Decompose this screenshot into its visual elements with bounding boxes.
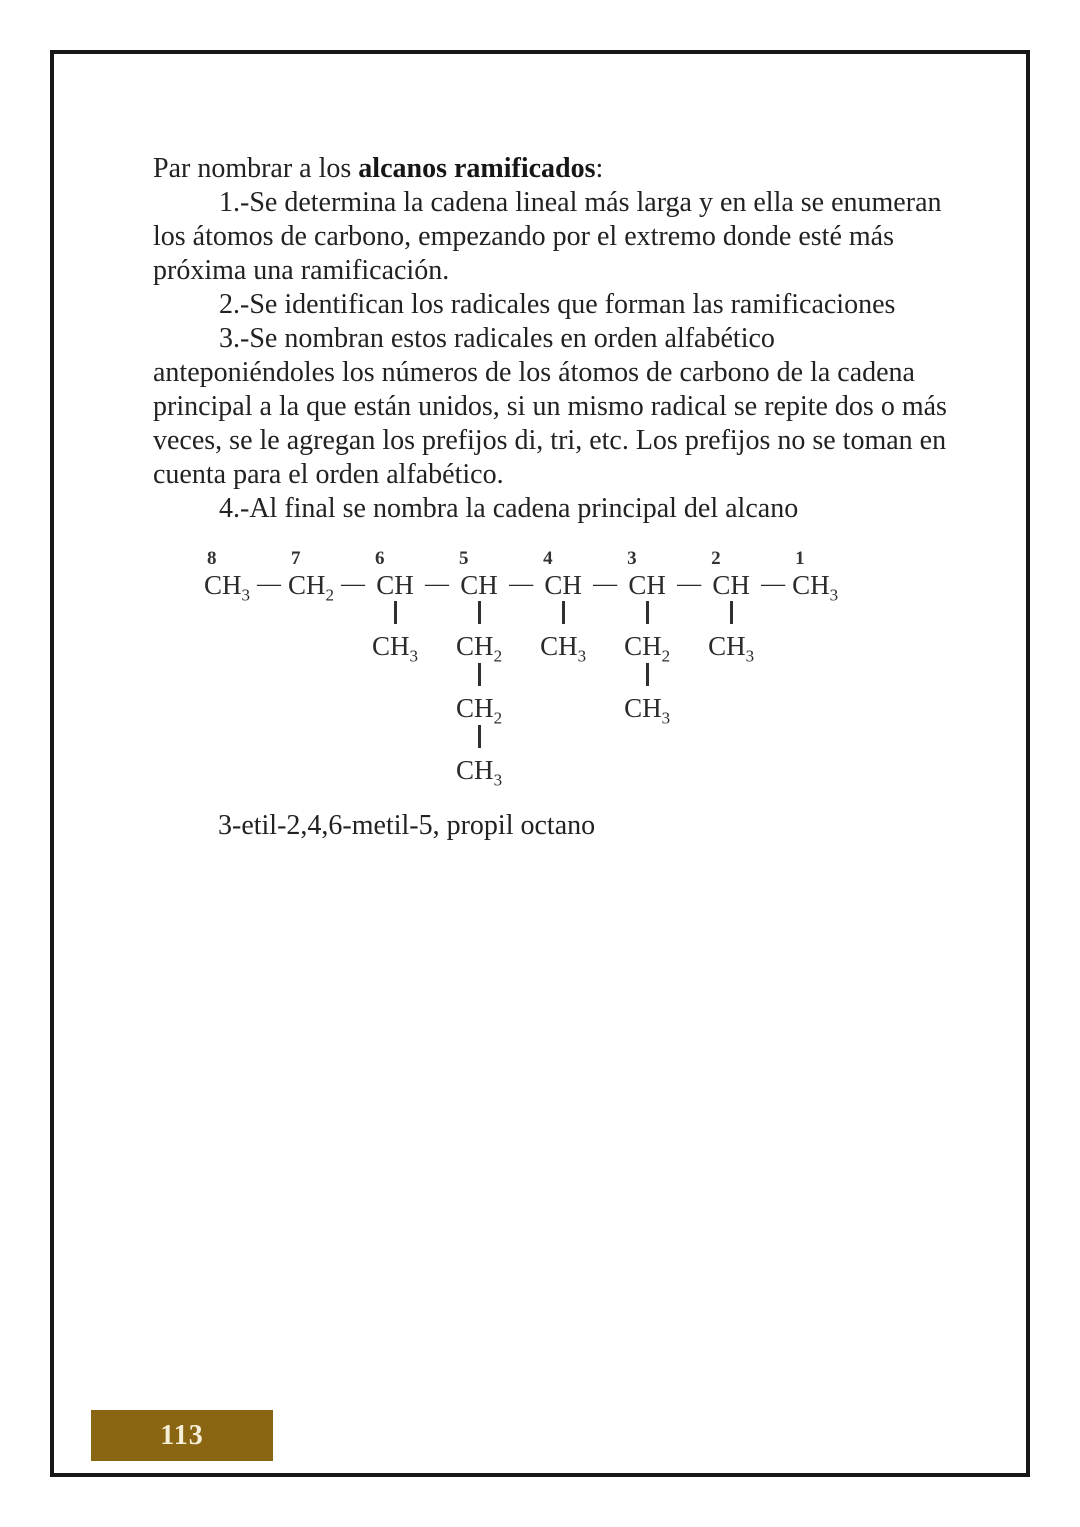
empty-cell — [286, 691, 336, 725]
rule-item-3: 3.-Se nombran estos radicales en orden alfabético anteponiéndoles los números de los átomos de carbono de la cadena principal a la que están unidos, si un mismo radical se repite dos o más veces, se le agregan los prefijos di, tri, etc. Los prefijos no se toman en cuenta para el orden alfabético. — [153, 323, 947, 490]
structure-caption: 3-etil-2,4,6-metil-5, propil octano — [218, 810, 596, 841]
spacer-cell — [504, 601, 538, 629]
substituent-formula: $CH_2$ — [456, 631, 503, 666]
spacer-cell — [756, 663, 790, 691]
spacer-cell — [672, 753, 706, 787]
empty-cell — [202, 601, 252, 629]
carbon-number: 2 — [711, 548, 721, 569]
carbon-number: 7 — [291, 548, 301, 569]
spacer-cell — [504, 753, 538, 787]
spacer-cell — [420, 753, 454, 787]
intro-suffix: : — [595, 153, 604, 184]
empty-cell — [370, 663, 420, 691]
spacer-cell — [588, 691, 622, 725]
empty-cell — [790, 629, 840, 663]
empty-cell — [622, 725, 672, 753]
spacer-cell — [420, 725, 454, 753]
chain-formula: CH — [376, 569, 414, 600]
empty-cell — [790, 753, 840, 787]
empty-cell — [202, 725, 252, 753]
bond-vertical — [454, 601, 504, 629]
substituent-formula: $CH_3$ — [372, 631, 419, 666]
bond-horizontal: — — [341, 571, 366, 597]
chain-formula: CH — [712, 569, 750, 600]
spacer-cell — [672, 546, 706, 568]
empty-cell — [202, 691, 252, 725]
spacer-cell — [252, 546, 286, 568]
spacer-cell — [588, 629, 622, 663]
empty-cell — [706, 725, 756, 753]
bond-horizontal: — — [761, 571, 786, 597]
intro-prefix: Par nombrar a los — [153, 153, 359, 184]
empty-cell — [202, 753, 252, 787]
empty-cell — [706, 691, 756, 725]
chain-formula: CH — [544, 569, 582, 600]
empty-cell — [622, 753, 672, 787]
rule-item-1: 1.-Se determina la cadena lineal más larga y en ella se enumeran los átomos de carbono, empezando por el extremo donde esté más próxima una ramificación. — [153, 187, 942, 286]
bond-horizontal: — — [425, 571, 450, 597]
substituent-formula: $CH_3$ — [540, 631, 587, 666]
spacer-cell — [756, 725, 790, 753]
carbon-number: 3 — [627, 548, 637, 569]
spacer-cell — [588, 663, 622, 691]
spacer-cell — [336, 629, 370, 663]
empty-cell — [790, 725, 840, 753]
page-frame — [50, 50, 1030, 1477]
empty-cell — [790, 601, 840, 629]
body-text — [153, 152, 953, 526]
substituent-formula: $CH_2$ — [456, 693, 503, 728]
bond-horizontal: — — [509, 571, 534, 597]
empty-cell — [286, 601, 336, 629]
spacer-cell — [756, 601, 790, 629]
spacer-cell — [504, 691, 538, 725]
carbon-number: 5 — [459, 548, 469, 569]
chemical-structure-diagram — [202, 546, 840, 790]
chain-formula: CH — [628, 569, 666, 600]
molecule-table — [202, 546, 840, 790]
bond-vertical — [454, 663, 504, 691]
spacer-cell — [672, 663, 706, 691]
chain-formula: $CH_3$ — [204, 569, 251, 604]
empty-cell — [790, 663, 840, 691]
rule-item-2: 2.-Se identifican los radicales que forman las ramificaciones — [219, 289, 896, 320]
empty-cell — [286, 663, 336, 691]
spacer-cell — [252, 753, 286, 787]
spacer-cell — [756, 546, 790, 568]
carbon-number: 1 — [795, 548, 805, 569]
spacer-cell — [420, 546, 454, 568]
bond-vertical — [706, 601, 756, 629]
spacer-cell — [756, 691, 790, 725]
spacer-cell — [420, 629, 454, 663]
empty-cell — [286, 725, 336, 753]
spacer-cell — [336, 725, 370, 753]
spacer-cell — [588, 725, 622, 753]
bond-vertical — [454, 725, 504, 753]
spacer-cell — [504, 725, 538, 753]
substituent-formula: $CH_3$ — [708, 631, 755, 666]
bond-vertical — [370, 601, 420, 629]
empty-cell — [538, 691, 588, 725]
spacer-cell — [756, 629, 790, 663]
spacer-cell — [588, 546, 622, 568]
spacer-cell — [420, 691, 454, 725]
bond-vertical — [622, 663, 672, 691]
spacer-cell — [336, 601, 370, 629]
spacer-cell — [252, 629, 286, 663]
bold-term: alcanos ramificados — [358, 153, 596, 184]
empty-cell — [706, 663, 756, 691]
spacer-cell — [336, 663, 370, 691]
substituent-formula: $CH_2$ — [624, 631, 671, 666]
page-number: 113 — [160, 1419, 204, 1451]
spacer-cell — [252, 601, 286, 629]
empty-cell — [286, 753, 336, 787]
spacer-cell — [672, 725, 706, 753]
spacer-cell — [504, 546, 538, 568]
spacer-cell — [672, 691, 706, 725]
spacer-cell — [504, 663, 538, 691]
empty-cell — [370, 753, 420, 787]
empty-cell — [202, 629, 252, 663]
spacer-cell — [336, 691, 370, 725]
rule-item-4: 4.-Al final se nombra la cadena principal del alcano — [219, 493, 799, 524]
empty-cell — [790, 691, 840, 725]
spacer-cell — [672, 629, 706, 663]
spacer-cell — [588, 601, 622, 629]
spacer-cell — [252, 725, 286, 753]
bond-horizontal: — — [257, 571, 282, 597]
carbon-number: 6 — [375, 548, 385, 569]
spacer-cell — [252, 691, 286, 725]
substituent-formula: $CH_3$ — [624, 693, 671, 728]
empty-cell — [202, 663, 252, 691]
chain-formula: $CH_3$ — [792, 569, 839, 604]
page-number-badge — [91, 1410, 273, 1461]
spacer-cell — [504, 629, 538, 663]
chain-formula: $CH_2$ — [288, 569, 335, 604]
carbon-number: 8 — [207, 548, 217, 569]
spacer-cell — [672, 601, 706, 629]
empty-cell — [370, 725, 420, 753]
spacer-cell — [252, 663, 286, 691]
bond-horizontal: — — [593, 571, 618, 597]
spacer-cell — [756, 753, 790, 787]
empty-cell — [286, 629, 336, 663]
spacer-cell — [336, 753, 370, 787]
bond-vertical — [538, 601, 588, 629]
spacer-cell — [588, 753, 622, 787]
spacer-cell — [336, 546, 370, 568]
empty-cell — [538, 663, 588, 691]
empty-cell — [370, 691, 420, 725]
empty-cell — [538, 725, 588, 753]
empty-cell — [538, 753, 588, 787]
empty-cell — [706, 753, 756, 787]
spacer-cell — [420, 601, 454, 629]
bond-vertical — [622, 601, 672, 629]
carbon-number: 4 — [543, 548, 553, 569]
chain-formula: CH — [460, 569, 498, 600]
paragraph-intro — [153, 152, 953, 186]
substituent-formula: $CH_3$ — [456, 755, 503, 790]
spacer-cell — [420, 663, 454, 691]
bond-horizontal: — — [677, 571, 702, 597]
